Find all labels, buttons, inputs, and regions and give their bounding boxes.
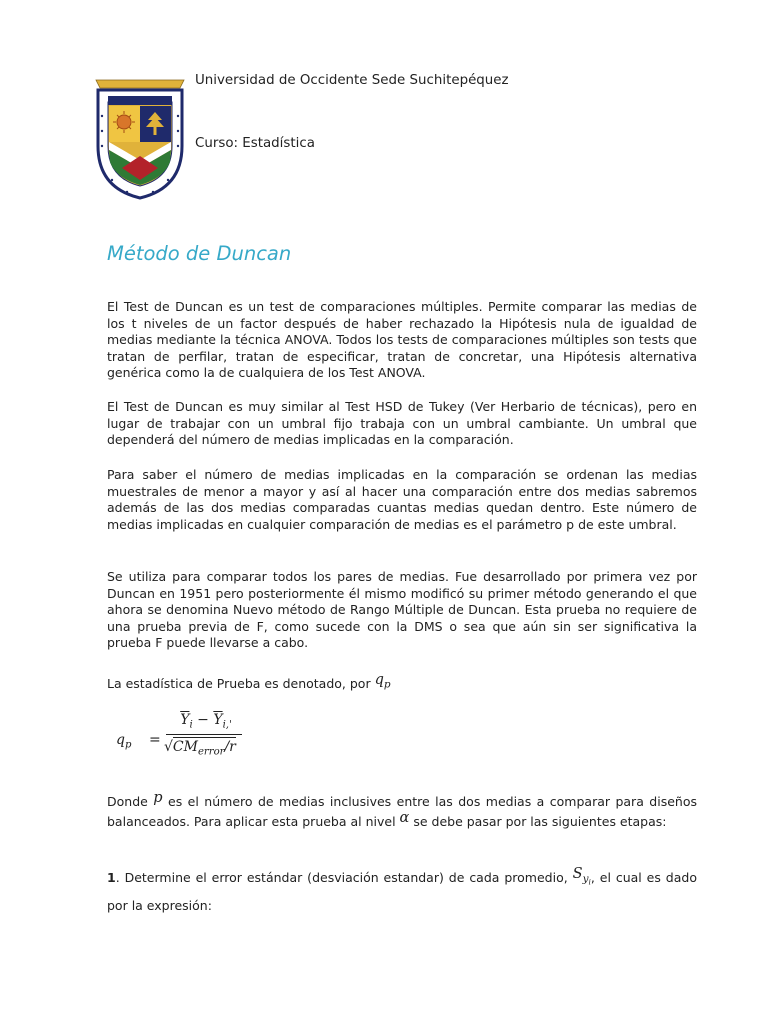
test-statistic-line [107,672,391,695]
qp-symbol: $q_p$ [374,672,391,691]
formula-equals: = [149,732,161,748]
paragraph-4: Se utiliza para comparar todos los pares de medias. Fue desarrollado por primera vez por Duncan en 1951 pero posteriormente él mismo modificó su primer método generando el que ahora se denomina Nuevo método de Rango Múltiple de Duncan. Esta prueba no requiere de una prueba previa de F, como sucede con la DMS o sea que aún sin ser significativa la prueba F puede llevarse a cabo. [107,569,697,650]
test-statistic-text: La estadística de Prueba es denotado, por [107,676,371,691]
paragraph-3: Para saber el número de medias implicadas en la comparación se ordenan las medias muestrales de menor a mayor y así al hacer una comparación entre dos medias sabremos además de las dos medias comparadas cuantas medias quedan dentro. Este número de medias implicadas en cualquier comparación de medias es el parámetro p de este umbral. [107,467,697,532]
formula-denominator: $√CM_{error}/r$ [164,739,236,758]
step-1-paragraph: 1. Determine el error estándar (desviación estandar) de cada promedio, $S_{y_i}$, el cual es dado por la expresión: [107,866,697,914]
duncan-formula [116,710,256,766]
step-number: 1 [107,870,116,885]
document-title: Método de Duncan [107,242,292,265]
paragraph-2: El Test de Duncan es muy similar al Test HSD de Tukey (Ver Herbario de técnicas), pero en lugar de trabajar con un umbral fijo trabaja con un umbral cambiante. Un umbral que dependerá del número de medias implicadas en la comparación. [107,399,697,447]
formula-numerator: $\overline{Y}_i - \overline{Y}_{i,'}$ [180,712,232,731]
fraction-bar [166,734,242,735]
course-name: Curso: Estadística [195,136,315,151]
formula-lhs: $q_p$ [116,732,132,751]
p-symbol: p [153,790,163,806]
donde-paragraph: Donde p es el número de medias inclusives entre las dos medias a comparar para diseños balanceados. Para aplicar esta prueba al nivel α se debe pasar por las siguientes etapas: [107,790,697,829]
institution-name: Universidad de Occidente Sede Suchitepéquez [195,73,509,88]
paragraph-1: El Test de Duncan es un test de comparaciones múltiples. Permite comparar las medias de los t niveles de un factor después de haber rechazado la Hipótesis nula de igualdad de medias mediante la técnica ANOVA. Todos los tests de comparaciones múltiples son tests que tratan de perfilar, tratan de especificar, tratan de concretar, una Hipótesis alternativa genérica como la de cualquiera de los Test ANOVA. [107,299,697,380]
alpha-symbol: α [399,810,410,826]
university-crest-logo [92,76,188,200]
sy-symbol: $S_{y_i}$ [572,866,591,887]
